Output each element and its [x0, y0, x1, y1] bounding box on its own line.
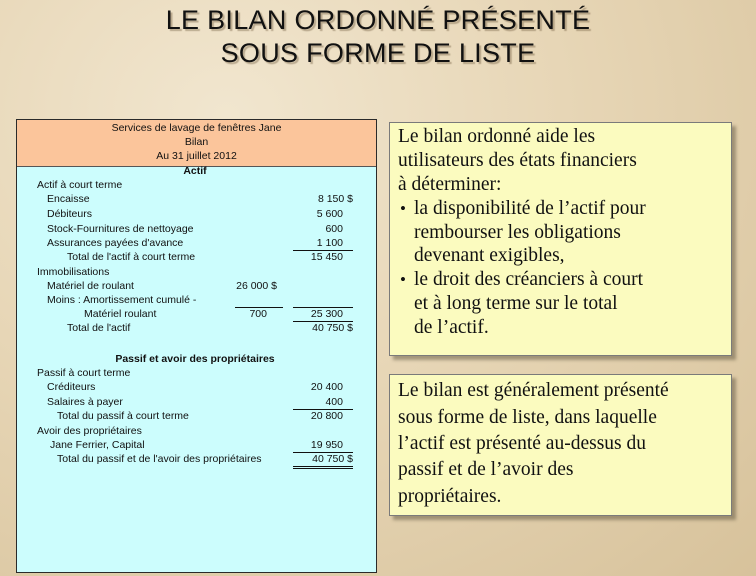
format-line-3: l’actif est présenté au-dessus du — [398, 433, 646, 454]
purpose-line-2: utilisateurs des états financiers — [398, 150, 637, 171]
purpose-text-box — [389, 122, 732, 356]
balance-sheet-header — [17, 120, 376, 167]
balance-sheet — [16, 119, 377, 573]
prepaid-value: 1 100 — [316, 237, 343, 249]
wages-value: 400 — [325, 396, 343, 408]
supplies-value: 600 — [325, 223, 343, 235]
capital-label: Jane Ferrier, Capital — [50, 439, 145, 451]
double-rule-top — [293, 466, 353, 467]
total-current-assets-label: Total de l'actif à court terme — [67, 251, 196, 263]
slide-title-line-1: LE BILAN ORDONNÉ PRÉSENTÉ — [165, 5, 591, 35]
creditors-value: 20 400 — [310, 381, 343, 393]
slide-title-line-2: SOUS FORME DE LISTE — [220, 38, 536, 68]
net-equipment-value: 25 300 — [310, 308, 343, 320]
creditors-label: Créditeurs — [47, 381, 96, 393]
total-current-assets-value: 15 450 — [310, 251, 343, 263]
capital-value: 19 950 — [310, 439, 343, 451]
company-name: Services de lavage de fenêtres Jane — [111, 122, 282, 134]
total-current-liabilities-value: 20 800 — [310, 410, 343, 422]
total-assets-value: 40 750 $ — [312, 322, 353, 334]
bullet-icon: • — [400, 270, 406, 289]
total-liabilities-equity-label: Total du passif et de l'avoir des propriétaires — [57, 453, 262, 465]
supplies-label: Stock-Fournitures de nettoyage — [47, 223, 194, 235]
liabilities-equity-heading: Passif et avoir des propriétaires — [115, 353, 275, 365]
depreciation-label: Moins : Amortissement cumulé - — [47, 294, 197, 306]
purpose-line-1: Le bilan ordonné aide les — [398, 126, 596, 147]
format-line-4: passif et de l’avoir des — [398, 459, 574, 480]
owners-equity-heading: Avoir des propriétaires — [37, 425, 142, 437]
statement-date: Au 31 juillet 2012 — [156, 150, 237, 162]
equipment-cost: 26 000 $ — [236, 280, 277, 292]
equipment-label: Matériel de roulant — [47, 280, 134, 292]
total-current-liabilities-label: Total du passif à court terme — [57, 410, 189, 422]
bullet-icon: • — [400, 199, 406, 218]
format-line-2: sous forme de liste, dans laquelle — [398, 407, 657, 428]
purpose-line-3: à déterminer: — [398, 174, 502, 195]
total-assets-label: Total de l'actif — [67, 322, 131, 334]
bullet-1-line-3: devenant exigibles, — [414, 245, 565, 266]
bullet-2-line-3: de l’actif. — [414, 317, 489, 338]
receivables-label: Débiteurs — [47, 208, 92, 220]
fixed-assets-heading: Immobilisations — [37, 266, 110, 278]
depreciation-sub-label: Matériel roulant — [84, 308, 157, 320]
slide-title — [0, 4, 756, 70]
double-rule-bottom — [293, 468, 353, 469]
assets-heading: Actif — [183, 165, 207, 177]
bullet-1-line-1: la disponibilité de l’actif pour — [414, 198, 646, 219]
format-line-1: Le bilan est généralement présenté — [398, 380, 669, 401]
format-line-5: propriétaires. — [398, 486, 502, 507]
wages-label: Salaires à payer — [47, 396, 123, 408]
bullet-1-line-2: rembourser les obligations — [414, 222, 621, 243]
total-liabilities-equity-value: 40 750 $ — [312, 453, 353, 465]
cash-value: 8 150 $ — [317, 193, 353, 205]
depreciation-value: 700 — [249, 308, 267, 320]
bullet-2-line-2: et à long terme sur le total — [414, 293, 618, 314]
current-assets-heading: Actif à court terme — [37, 179, 123, 191]
bullet-2-line-1: le droit des créanciers à court — [414, 269, 644, 290]
prepaid-label: Assurances payées d'avance — [47, 237, 184, 249]
format-text-box — [389, 374, 732, 516]
cash-label: Encaisse — [47, 193, 90, 205]
document-type: Bilan — [184, 136, 209, 148]
current-liabilities-heading: Passif à court terme — [37, 367, 131, 379]
receivables-value: 5 600 — [316, 208, 343, 220]
